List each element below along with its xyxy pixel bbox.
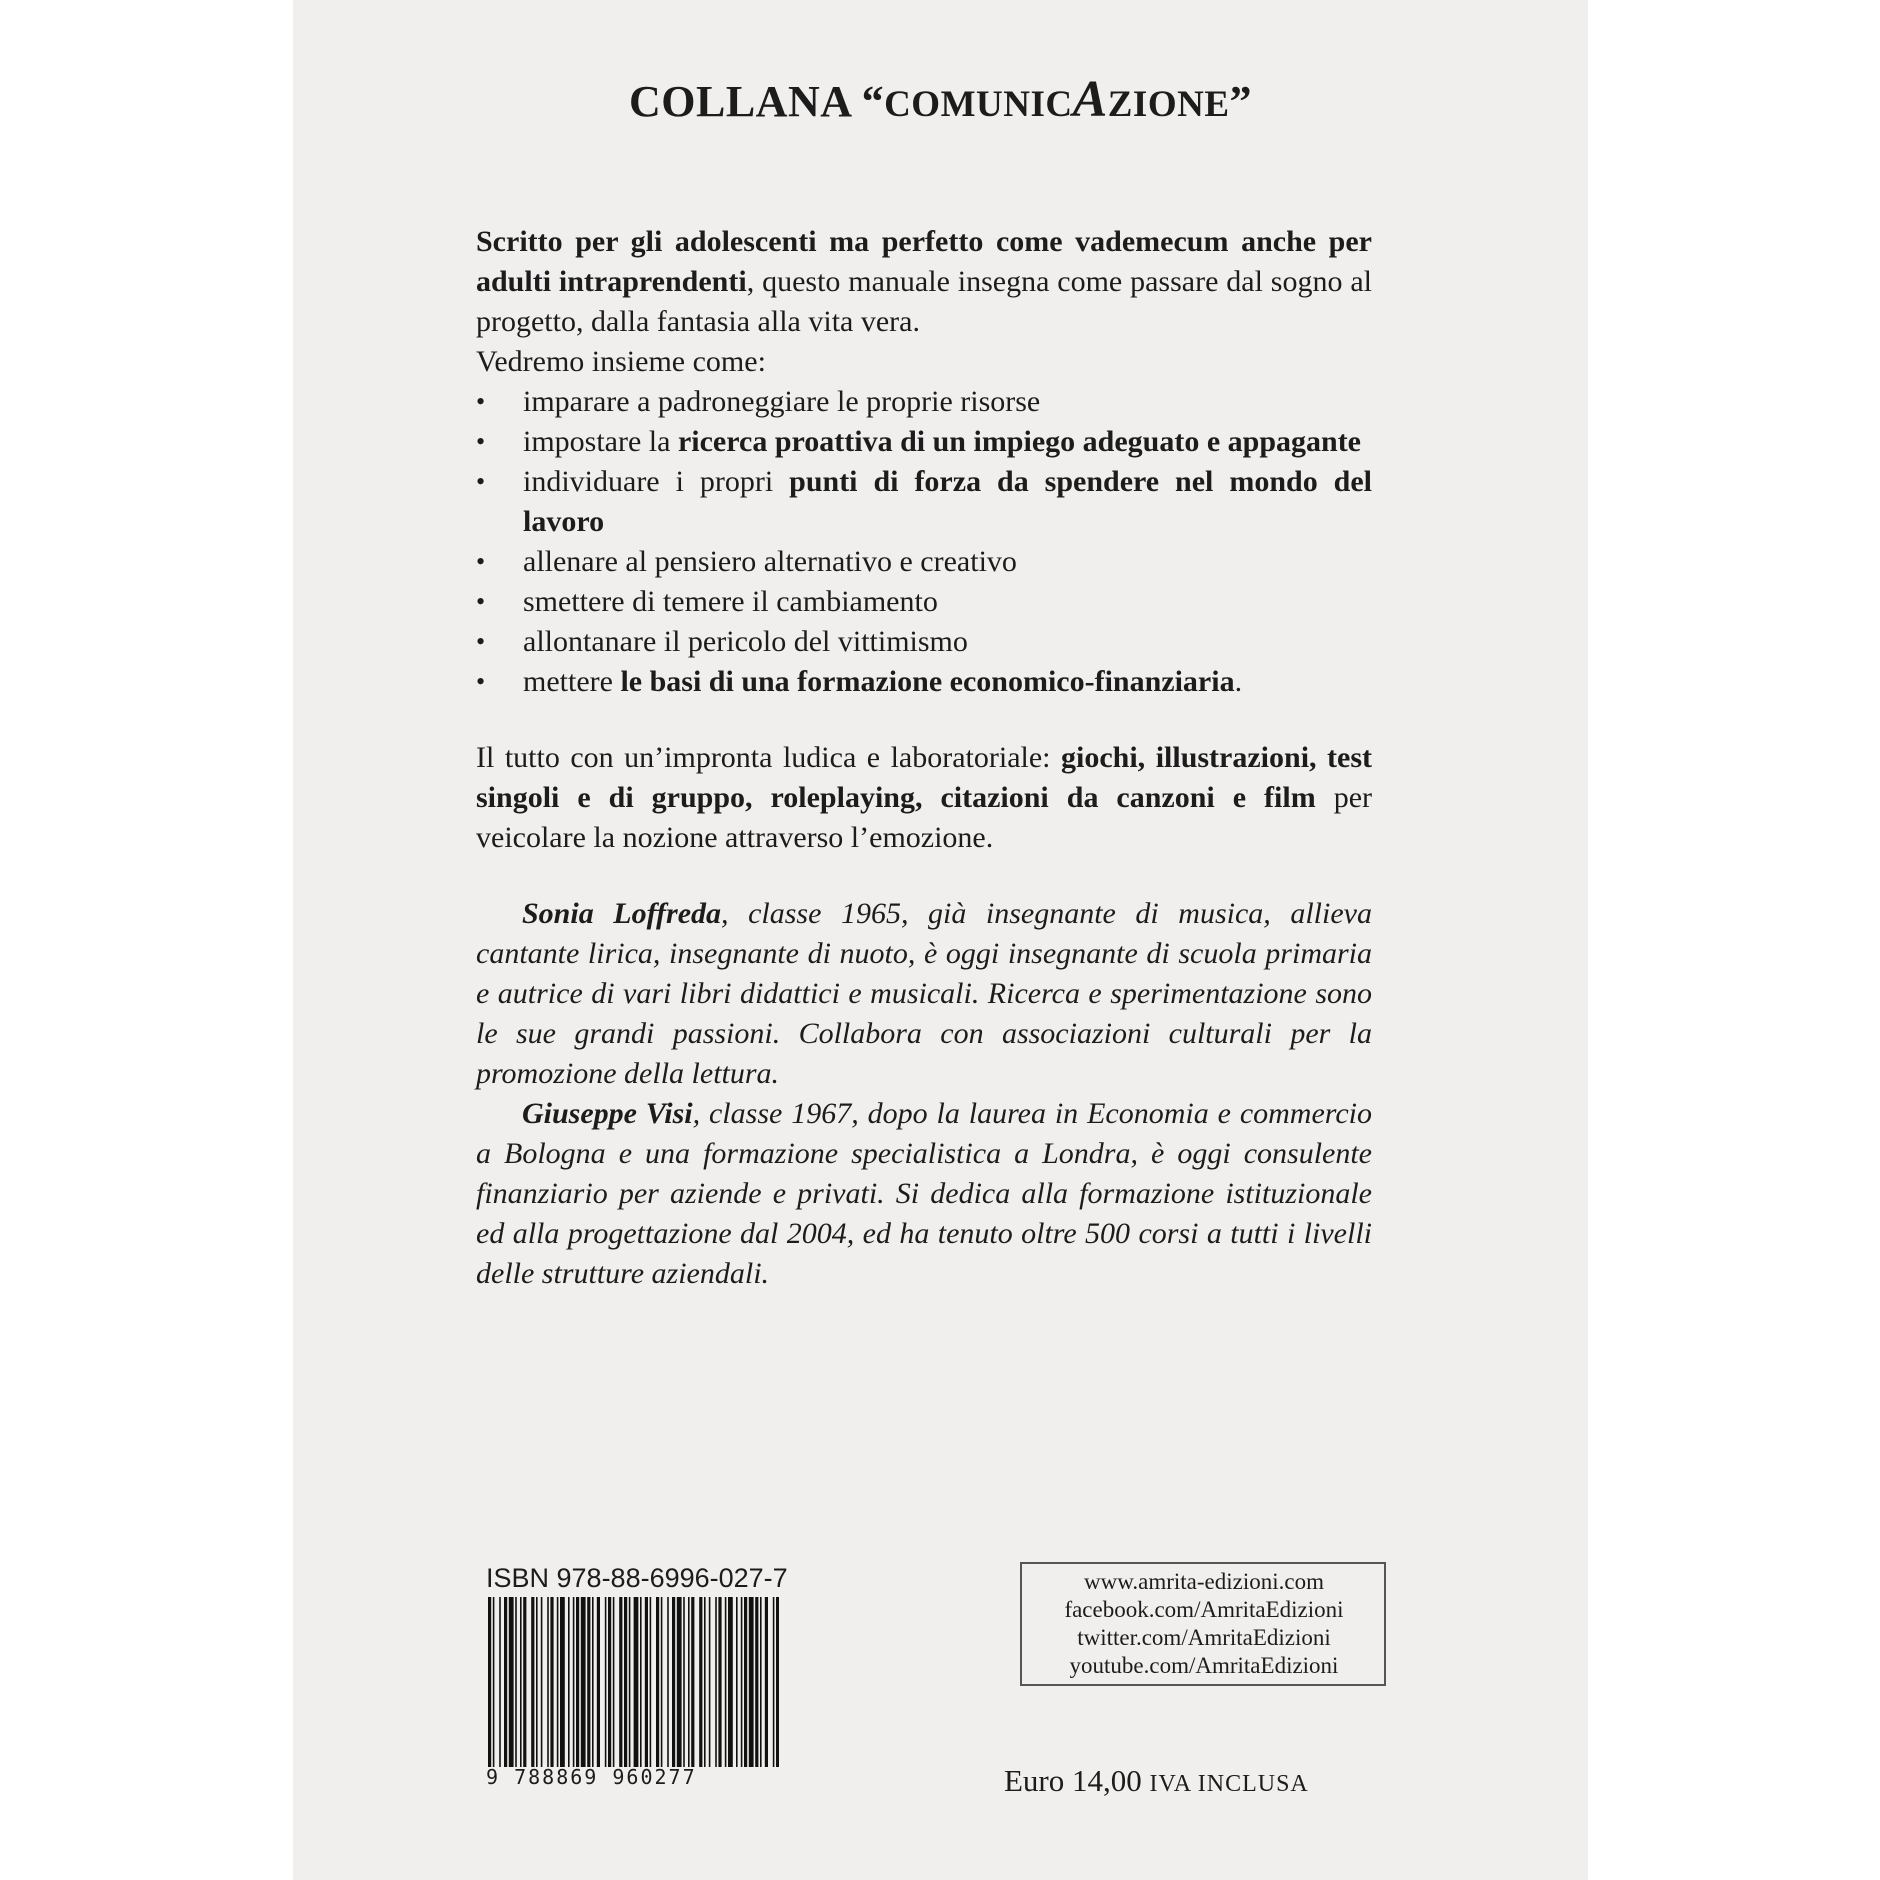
- list-item: • mettere le basi di una formazione economico-finanziaria.: [476, 662, 1372, 702]
- website-link[interactable]: www.amrita-edizioni.com: [1084, 1569, 1324, 1594]
- intro-paragraph: Scritto per gli adolescenti ma perfetto come vademecum anche per adulti intraprendenti, questo manuale insegna come passare dal sogno al progetto, dalla fantasia alla vita vera.: [476, 225, 1372, 338]
- author-name: Sonia Loffreda: [522, 897, 722, 930]
- list-item: • allenare al pensiero alternativo e creativo: [476, 542, 1372, 582]
- back-cover: [293, 0, 1588, 1880]
- description: [476, 222, 1372, 1294]
- list-item: • impostare la ricerca proattiva di un impiego adeguato e appagante: [476, 422, 1372, 462]
- list-item: • smettere di temere il cambiamento: [476, 582, 1372, 622]
- list-item: • individuare i propri punti di forza da spendere nel mondo del lavoro: [476, 462, 1372, 542]
- facebook-link[interactable]: facebook.com/AmritaEdizioni: [1064, 1597, 1344, 1622]
- barcode-icon: [486, 1597, 779, 1767]
- publisher-links: [1020, 1562, 1386, 1686]
- list-item: • allontanare il pericolo del vittimismo: [476, 622, 1372, 662]
- isbn-label: ISBN 978-88-6996-027-7: [486, 1563, 788, 1593]
- list-item: • imparare a padroneggiare le proprie risorse: [476, 382, 1372, 422]
- author-bio: Sonia Loffreda, classe 1965, già insegnante di musica, allieva cantante lirica, insegnante di nuoto, è oggi insegnante di scuola primaria e autrice di vari libri didattici e musicali. Ricerca e sperimentazione sono le sue grandi passioni. Collabora con associazioni culturali per la promozione della lettura.: [476, 897, 1372, 1090]
- feature-list: [476, 382, 1372, 702]
- series-title: COLLANA “COMUNICAZIONE”: [628, 71, 1253, 128]
- author-name: Giuseppe Visi: [522, 1097, 693, 1130]
- youtube-link[interactable]: youtube.com/AmritaEdizioni: [1069, 1653, 1339, 1678]
- author-bio: Giuseppe Visi, classe 1967, dopo la laurea in Economia e commercio a Bologna e una formazione specialistica a Londra, è oggi consulente finanziario per aziende e privati. Si dedica alla formazione istituzionale ed alla progettazione dal 2004, ed ha tenuto oltre 500 corsi a tutti i livelli delle strutture aziendali.: [476, 1097, 1372, 1290]
- barcode-digits: 9 788869 960277: [486, 1765, 697, 1789]
- price-label: Euro 14,00 IVA INCLUSA: [1004, 1763, 1309, 1798]
- twitter-link[interactable]: twitter.com/AmritaEdizioni: [1077, 1625, 1331, 1650]
- closing-paragraph: Il tutto con un’impronta ludica e laboratoriale: giochi, illustrazioni, test singoli e di gruppo, roleplaying, citazioni da canzoni e film per veicolare la nozione attraverso l’emozione.: [476, 741, 1373, 854]
- intro-lead: Vedremo insieme come:: [476, 345, 766, 378]
